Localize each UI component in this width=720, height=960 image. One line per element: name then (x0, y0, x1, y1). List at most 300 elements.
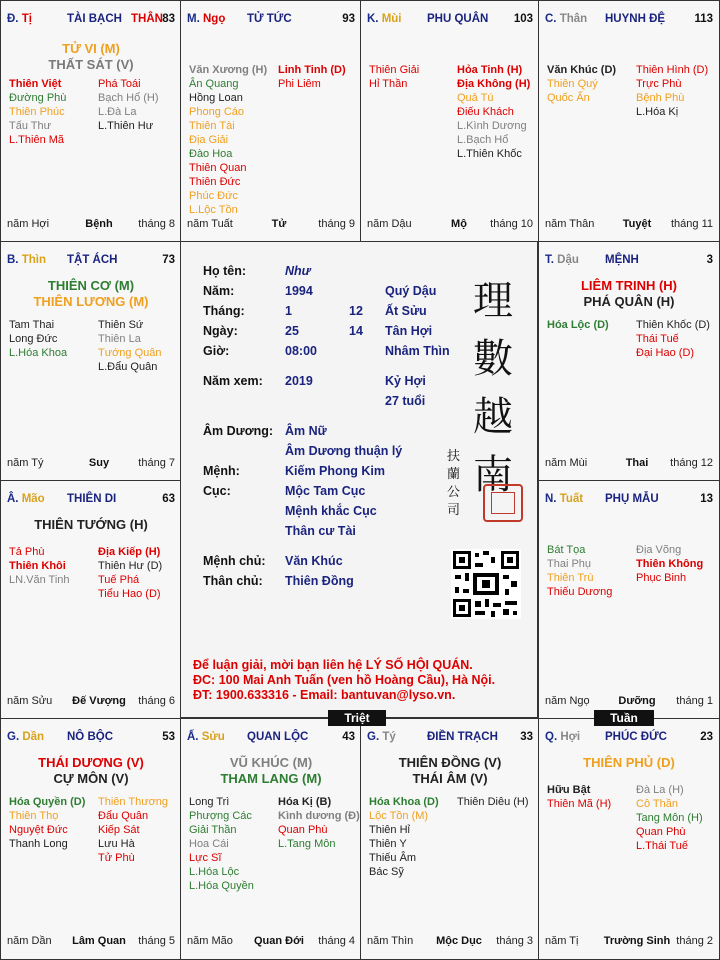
main-star: VŨ KHÚC (M) (229, 755, 313, 770)
palace-year: năm Tý (7, 457, 44, 469)
stars-left (9, 545, 70, 587)
main-star: THIÊN CƠ (M) (47, 278, 135, 293)
palace-footer (545, 218, 713, 232)
palace-footer (367, 218, 533, 232)
minor-star: Thiên Thọ (9, 810, 59, 822)
sub-calligraphy-char: 公 (447, 485, 461, 500)
contact-line-intro: Để luận giải, mời bạn liên hệ LÝ SỐ HỘI QUÁN. (193, 658, 473, 672)
main-star: LIÊM TRINH (H) (580, 278, 678, 293)
minor-star: L.Thiên Khốc (457, 148, 522, 160)
minor-star: Địa Không (H) (457, 78, 531, 90)
palace-branch (7, 13, 32, 25)
palace-year: năm Thân (545, 218, 595, 230)
sub-calligraphy-char: 蘭 (447, 467, 461, 482)
minor-star: Thiên Khốc (D) (636, 319, 710, 331)
minor-star: Thiên Hỉ (369, 824, 410, 836)
minor-star: Địa Giải (189, 134, 229, 146)
minor-star: Quan Phù (278, 824, 328, 836)
minor-star: Tuế Phá (98, 574, 140, 586)
minor-star: Thiếu Âm (369, 852, 417, 864)
calligraphy-char: 理 (473, 278, 513, 324)
nam-can-chi: Quý Dậu (385, 284, 437, 298)
minor-star: Thiên Hình (D) (636, 64, 709, 76)
main-star: THẤT SÁT (V) (48, 57, 134, 72)
palace-tuat[interactable] (538, 480, 720, 720)
palace-number: 23 (700, 731, 713, 743)
sub-calligraphy-char: 扶 (447, 449, 461, 464)
minor-star: Nguyệt Đức (9, 824, 68, 836)
branch-name: Tuất (559, 493, 584, 505)
palace-header (7, 254, 175, 270)
minor-star: Phong Cáo (189, 106, 245, 118)
branch-name: Sửu (201, 731, 225, 743)
minor-star: Bác Sỹ (369, 866, 404, 878)
minor-star: L.Hóa Quyền (189, 880, 254, 892)
main-stars (1, 517, 181, 533)
minor-star: Hỉ Thần (369, 78, 408, 90)
palace-name: MỆNH (605, 254, 639, 266)
palace-ngo[interactable] (180, 0, 362, 243)
minor-star: Thiếu Dương (547, 586, 613, 598)
palace-suu[interactable] (180, 718, 362, 960)
nam-xem-label: Năm xem: (203, 374, 263, 388)
palace-footer (367, 935, 533, 949)
minor-star: L.Hóa Kị (636, 106, 679, 118)
minor-star: Đào Hoa (189, 148, 233, 160)
center-info-panel (180, 241, 538, 718)
minor-star: Bát Tọa (547, 544, 586, 556)
palace-year: năm Dần (7, 935, 52, 947)
minor-star: Tam Thai (9, 319, 55, 331)
palace-stage: Tử (271, 218, 287, 230)
than-chu-label: Thân chủ: (203, 574, 263, 588)
minor-star: Thái Tuế (636, 333, 679, 345)
nam-xem-value: 2019 (285, 374, 313, 388)
main-star: THIÊN PHỦ (D) (583, 755, 675, 770)
palace-number: 53 (162, 731, 175, 743)
minor-star: Thiên Quan (189, 162, 247, 174)
palace-year: năm Ngọ (545, 695, 590, 707)
main-stars (361, 755, 539, 787)
stars-left (547, 318, 609, 332)
stars-right (457, 63, 530, 161)
palace-branch (7, 493, 45, 505)
palace-name: TẬT ÁCH (67, 254, 118, 266)
palace-number: 113 (694, 13, 713, 25)
palace-footer (545, 695, 713, 709)
minor-star: Lưu Hà (98, 838, 135, 850)
main-star: CỰ MÔN (V) (53, 771, 129, 786)
stars-left (369, 795, 439, 879)
branch-prefix: M. (187, 13, 200, 25)
ngay-solar: 14 (349, 324, 363, 338)
menh-value: Kiếm Phong Kim (285, 464, 386, 478)
minor-star: Phúc Đức (189, 190, 238, 202)
stars-left (189, 795, 254, 893)
minor-star: Thiên Diêu (H) (457, 796, 529, 808)
palace-stage: Dưỡng (618, 695, 656, 707)
palace-month: tháng 5 (138, 935, 175, 947)
branch-prefix: Đ. (7, 13, 19, 25)
palace-year: năm Tuất (187, 218, 233, 230)
minor-star: L.Thiên Hư (98, 120, 154, 132)
minor-star: Bệnh Phù (636, 92, 685, 104)
palace-ty[interactable] (360, 718, 540, 960)
palace-stage: Đế Vượng (72, 695, 126, 707)
palace-name: ĐIỀN TRẠCH (427, 731, 498, 743)
main-stars (539, 278, 719, 310)
minor-star: Tả Phù (9, 546, 45, 558)
gio-can-chi: Nhâm Thìn (385, 344, 450, 358)
palace-header (367, 13, 533, 29)
stars-left (547, 543, 612, 599)
branch-prefix: B. (7, 254, 19, 266)
palace-name: THIÊN DI (67, 493, 117, 505)
minor-star: Long Trì (189, 796, 230, 808)
minor-star: Ân Quang (189, 78, 239, 90)
minor-star: Linh Tinh (D) (278, 64, 346, 76)
minor-star: Quả Tú (457, 92, 494, 104)
palace-header (545, 731, 713, 747)
minor-star: L.Thiên Mã (9, 134, 65, 146)
palace-header (7, 731, 175, 747)
minor-star: LN.Văn Tinh (9, 574, 70, 586)
minor-star: Long Đức (9, 333, 58, 345)
palace-number: 103 (513, 13, 533, 25)
minor-star: L.Bạch Hổ (457, 134, 509, 146)
palace-footer (7, 695, 175, 709)
palace-branch (187, 13, 225, 25)
palace-header (187, 731, 355, 747)
stars-left (9, 318, 67, 360)
stars-left (189, 63, 267, 217)
main-star: THIÊN TƯỚNG (H) (34, 517, 148, 532)
contact-line-address: ĐC: 100 Mai Anh Tuấn (ven hồ Hoàng Cầu), Hà Nội. (193, 673, 496, 687)
branch-name: Thìn (21, 254, 46, 266)
minor-star: Thiên Việt (9, 78, 62, 90)
minor-star: Thiên Sứ (98, 319, 144, 331)
palace-month: tháng 9 (318, 218, 355, 230)
am-duong-value: Âm Nữ (285, 424, 327, 438)
minor-star: Thiên Phúc (9, 106, 65, 118)
palace-name: QUAN LỘC (247, 731, 309, 743)
minor-star: Thiên Khôi (9, 560, 66, 572)
palace-branch (545, 254, 579, 266)
gio-label: Giờ: (203, 344, 230, 358)
palace-stage: Lâm Quan (72, 935, 126, 947)
palace-footer (187, 935, 355, 949)
stars-left (547, 783, 611, 811)
ngay-lunar: 25 (285, 324, 299, 338)
minor-star: Địa Võng (636, 544, 682, 556)
minor-star: Thiên Quý (547, 78, 598, 90)
minor-star: Địa Kiếp (H) (98, 546, 161, 558)
minor-star: Thanh Long (9, 838, 68, 850)
minor-star: Lộc Tồn (M) (369, 810, 429, 822)
minor-star: Phá Toái (98, 78, 141, 90)
minor-star: Tử Phù (98, 852, 135, 864)
palace-name: PHỤ MẪU (605, 493, 659, 505)
palace-year: năm Mão (187, 935, 233, 947)
minor-star: Đà La (H) (636, 784, 684, 796)
minor-star: Văn Khúc (D) (547, 64, 617, 76)
stars-right (636, 783, 703, 853)
palace-branch (367, 13, 402, 25)
ngay-can-chi: Tân Hợi (385, 324, 433, 338)
branch-name: Mùi (381, 13, 402, 25)
palace-name: HUYNH ĐỆ (605, 13, 666, 25)
palace-month: tháng 7 (138, 457, 175, 469)
branch-prefix: Â. (7, 493, 19, 505)
minor-star: Hỏa Tinh (H) (457, 64, 523, 76)
palace-month: tháng 11 (670, 218, 713, 230)
palace-number: 63 (162, 493, 175, 505)
palace-year: năm Mùi (545, 457, 588, 469)
minor-star: Thiên Trù (547, 572, 594, 584)
minor-star: Thiên Tài (189, 120, 235, 132)
sub-calligraphy-char: 司 (447, 503, 461, 518)
minor-star: Điếu Khách (457, 106, 514, 118)
minor-star: Thai Phụ (547, 558, 592, 570)
branch-name: Mão (21, 493, 45, 505)
branch-name: Dậu (557, 254, 579, 266)
menh-chu-value: Văn Khúc (285, 554, 343, 568)
palace-month: tháng 4 (318, 935, 355, 947)
minor-star: Hóa Quyền (D) (9, 796, 86, 808)
gio-value: 08:00 (285, 344, 317, 358)
palace-month: tháng 1 (676, 695, 713, 707)
stars-left (369, 63, 419, 91)
minor-star: Hoa Cái (189, 838, 229, 850)
minor-star: Tang Môn (H) (636, 812, 703, 824)
palace-footer (7, 457, 175, 471)
main-star: PHÁ QUÂN (H) (583, 294, 675, 309)
branch-prefix: G. (367, 731, 380, 743)
palace-stage: Bệnh (85, 218, 113, 230)
calligraphy-char: 越 (473, 394, 513, 440)
main-star: THÁI ÂM (V) (412, 771, 488, 786)
palace-dau[interactable] (538, 241, 720, 482)
palace-header (545, 254, 713, 270)
minor-star: Văn Xương (H) (189, 64, 268, 76)
palace-hoi[interactable] (538, 718, 720, 960)
palace-name: NÔ BỘC (67, 731, 113, 743)
palace-header (7, 13, 175, 29)
palace-month: tháng 2 (676, 935, 713, 947)
minor-star: L.Đà La (98, 106, 137, 118)
contact-line-phone-email[interactable]: ĐT: 1900.633316 - Email: bantuvan@lyso.vn. (193, 688, 456, 702)
than-tag: THÂN (131, 13, 163, 25)
palace-footer (187, 218, 355, 232)
minor-star: Hồng Loan (189, 92, 243, 104)
palace-branch (187, 731, 225, 743)
minor-star: L.Lộc Tồn (189, 204, 238, 216)
main-star: TỬ VI (M) (62, 41, 120, 56)
palace-stage: Suy (88, 457, 110, 469)
palace-header (187, 13, 355, 29)
palace-branch (367, 731, 396, 743)
am-duong-label: Âm Dương: (203, 424, 274, 438)
triet-marker: Triệt (328, 710, 386, 726)
minor-star: Lực Sĩ (189, 852, 222, 864)
calligraphy-char: 數 (473, 336, 513, 382)
calligraphy-logo (467, 272, 519, 504)
branch-prefix: K. (367, 13, 379, 25)
branch-name: Thân (559, 13, 588, 25)
palace-month: tháng 6 (138, 695, 175, 707)
palace-month: tháng 10 (490, 218, 533, 230)
stars-left (9, 795, 85, 851)
palace-number: 43 (342, 731, 355, 743)
minor-star: Thiên Không (636, 558, 704, 570)
stars-right (98, 318, 162, 374)
palace-number: 73 (162, 254, 175, 266)
branch-prefix: G. (7, 731, 20, 743)
branch-name: Dần (22, 731, 45, 743)
minor-star: Trực Phù (636, 78, 682, 90)
menh-chu-label: Mệnh chủ: (203, 554, 266, 568)
stars-right (98, 545, 162, 601)
nam-label: Năm: (203, 284, 235, 298)
palace-mui[interactable] (360, 0, 540, 243)
branch-prefix: C. (545, 13, 557, 25)
minor-star: Hữu Bật (547, 784, 591, 796)
minor-star: Tiểu Hao (D) (98, 588, 161, 600)
stars-right (636, 543, 703, 585)
main-stars (181, 755, 361, 787)
minor-star: Phi Liêm (278, 78, 321, 90)
palace-header (367, 731, 533, 747)
calligraphy-char: 南 (473, 452, 513, 498)
minor-star: L.Kình Dương (457, 120, 527, 132)
palace-year: năm Tị (545, 935, 579, 947)
palace-mao[interactable] (0, 480, 182, 720)
stars-right (457, 795, 529, 809)
main-stars (1, 755, 181, 787)
palace-stage: Mộc Dục (436, 935, 482, 947)
minor-star: Hóa Kị (B) (278, 796, 332, 808)
main-stars (539, 755, 719, 771)
palace-ti[interactable] (0, 0, 182, 243)
stars-left (9, 77, 66, 147)
minor-star: L.Hóa Lộc (189, 866, 240, 878)
palace-branch (7, 254, 46, 266)
minor-star: Phục Binh (636, 572, 687, 584)
minor-star: Đại Hao (D) (636, 347, 695, 359)
palace-name: PHU QUÂN (427, 13, 489, 25)
branch-prefix: N. (545, 493, 557, 505)
tuan-marker: Tuần (594, 710, 654, 726)
palace-header (7, 493, 175, 509)
cuc-note-1: Mệnh khắc Cục (285, 504, 377, 518)
palace-year: năm Dậu (367, 218, 412, 230)
main-star: THIÊN ĐỒNG (V) (398, 755, 502, 770)
palace-footer (545, 935, 713, 949)
minor-star: Thiên La (98, 333, 141, 345)
palace-name: TÀI BẠCH (67, 13, 122, 25)
stars-right (636, 63, 708, 119)
minor-star: Thiên Thương (98, 796, 169, 808)
thang-can-chi: Ất Sửu (385, 304, 427, 318)
minor-star: Quốc Ấn (547, 92, 590, 104)
palace-header (545, 493, 713, 509)
minor-star: Hóa Khoa (D) (369, 796, 439, 808)
minor-star: Đẩu Quân (98, 810, 149, 822)
palace-thin[interactable] (0, 241, 182, 482)
palace-branch (545, 493, 583, 505)
branch-name: Tị (21, 13, 32, 25)
stars-right (636, 318, 710, 360)
thang-solar: 12 (349, 304, 363, 318)
stars-right (98, 795, 168, 865)
palace-number: 3 (706, 254, 713, 266)
palace-stage: Mộ (451, 218, 467, 230)
minor-star: Thiên Hư (D) (98, 560, 163, 572)
seal-stamp (483, 484, 523, 522)
minor-star: Phượng Các (189, 810, 252, 822)
than-chu-value: Thiên Đồng (285, 574, 354, 588)
ho-ten-label: Họ tên: (203, 264, 247, 278)
palace-year: năm Thìn (367, 935, 414, 947)
main-star: THAM LANG (M) (220, 771, 322, 786)
palace-year: năm Sửu (7, 695, 53, 707)
palace-stage: Quan Đới (254, 935, 304, 947)
cuc-label: Cục: (203, 484, 231, 498)
palace-year: năm Hợi (7, 218, 50, 230)
minor-star: L.Thái Tuế (636, 840, 688, 852)
palace-branch (545, 731, 580, 743)
palace-number: 13 (700, 493, 713, 505)
minor-star: Quan Phù (636, 826, 686, 838)
palace-than[interactable] (538, 0, 720, 243)
minor-star: Giải Thần (189, 824, 237, 836)
palace-stage: Trường Sinh (603, 935, 671, 947)
main-star: THIÊN LƯƠNG (M) (33, 294, 149, 309)
contact-info (193, 658, 495, 703)
minor-star: L.Tang Môn (278, 838, 336, 850)
palace-footer (545, 457, 713, 471)
stars-right (278, 795, 360, 851)
minor-star: Kình dương (Đ) (278, 810, 360, 822)
main-stars (1, 278, 181, 310)
minor-star: Thiên Mã (H) (547, 798, 612, 810)
minor-star: Tướng Quân (98, 347, 162, 359)
palace-branch (7, 731, 44, 743)
branch-name: Tý (382, 731, 396, 743)
minor-star: Bạch Hổ (H) (98, 92, 159, 104)
palace-branch (545, 13, 587, 25)
minor-star: Kiếp Sát (98, 824, 140, 836)
palace-number: 33 (520, 731, 533, 743)
palace-dan[interactable] (0, 718, 182, 960)
thang-lunar: 1 (285, 304, 292, 318)
minor-star: Thiên Y (369, 838, 407, 850)
palace-month: tháng 8 (138, 218, 175, 230)
ho-ten-value: Như (285, 264, 311, 278)
palace-month: tháng 3 (496, 935, 533, 947)
am-duong-note: Âm Dương thuận lý (285, 444, 403, 458)
nam-xem-can-chi: Kỷ Hợi (385, 374, 426, 388)
palace-stage: Thai (625, 457, 649, 469)
minor-star: Thiên Đức (189, 176, 241, 188)
palace-stage: Tuyệt (622, 218, 652, 230)
palace-name: TỬ TỨC (247, 13, 292, 25)
palace-number: 83 (162, 13, 175, 25)
palace-header (545, 13, 713, 29)
qr-code-icon[interactable] (451, 549, 521, 619)
cuc-note-2: Thân cư Tài (285, 524, 356, 538)
minor-star: Đường Phù (9, 92, 67, 104)
